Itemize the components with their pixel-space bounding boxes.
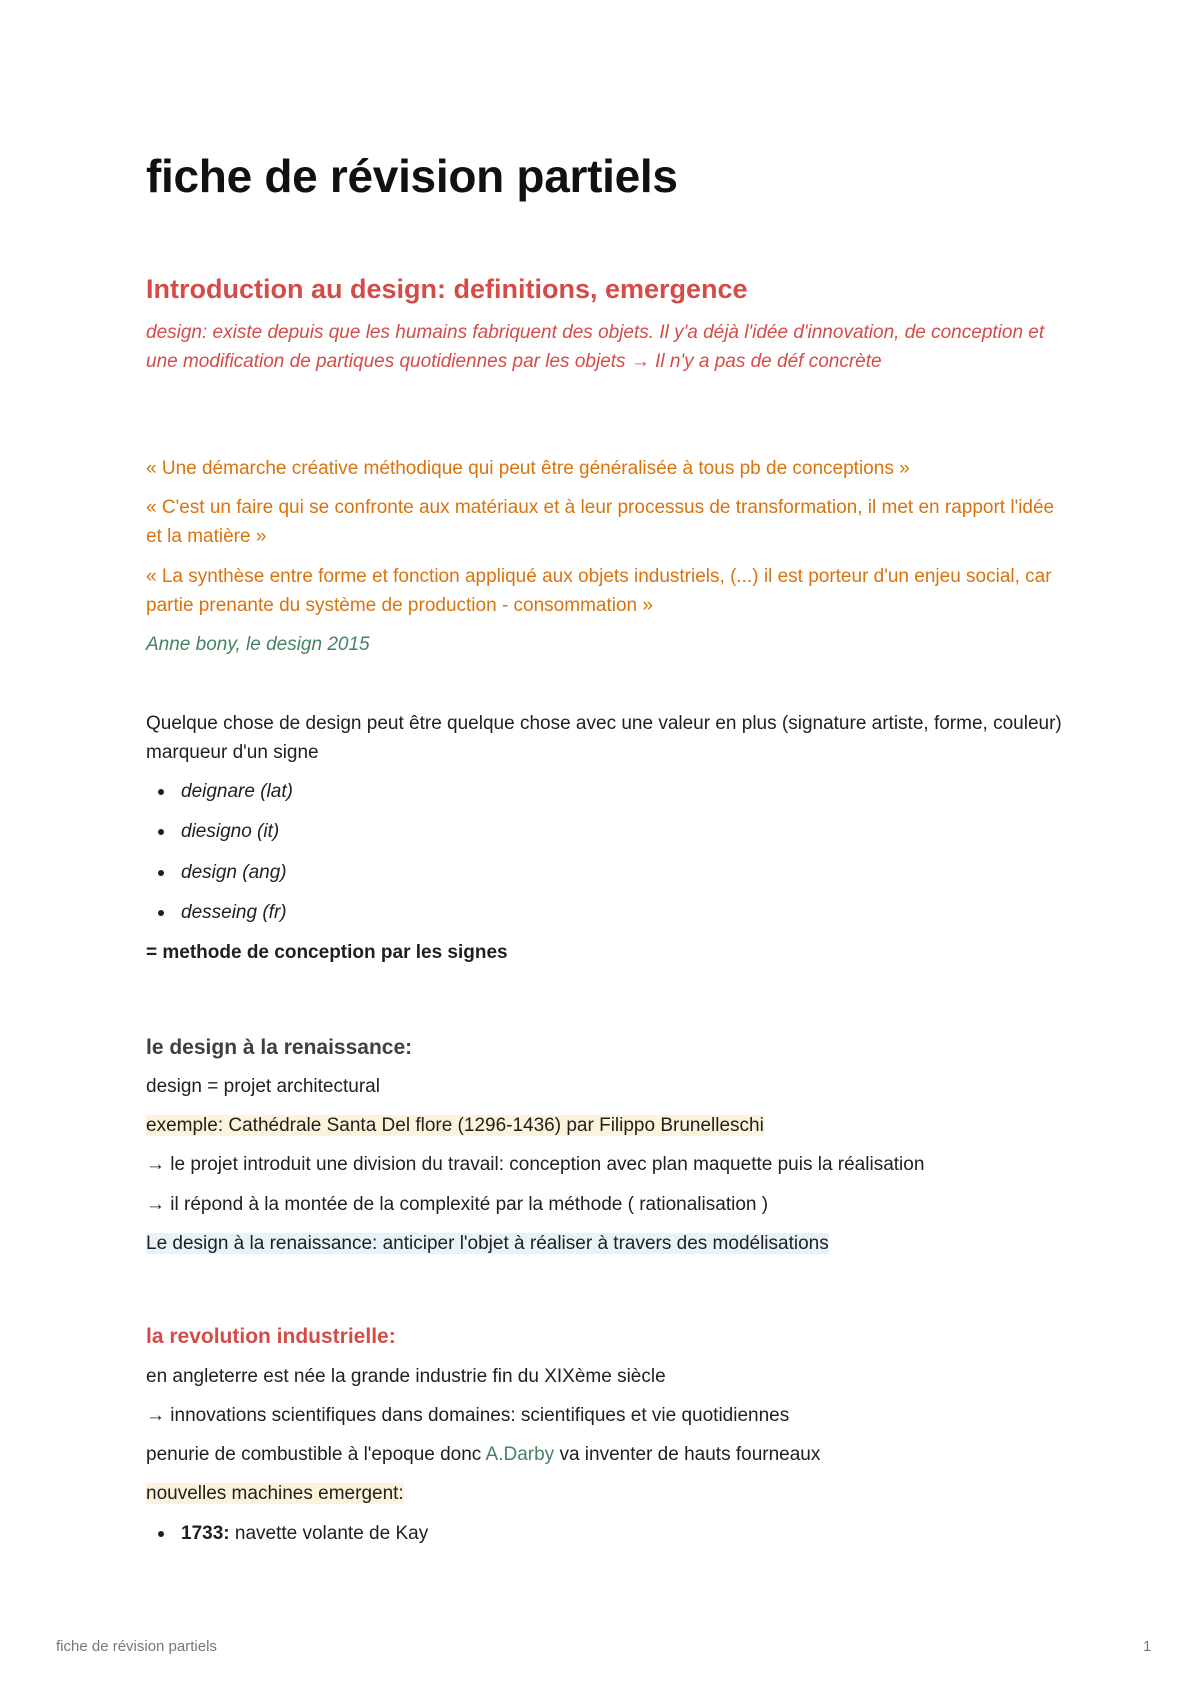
quote-2: « C'est un faire qui se confronte aux matériaux et à leur processus de transformation, il met en rapport l'idée et la matière » (146, 497, 1055, 547)
revolution-line-3 (146, 1440, 1066, 1469)
footer-title: fiche de révision partiels (56, 1638, 217, 1655)
revolution-machines-intro: nouvelles machines emergent: (146, 1483, 404, 1504)
renaissance-example: exemple: Cathédrale Santa Del flore (1296-1436) par Filippo Brunelleschi (146, 1115, 764, 1136)
bullet-dot (158, 870, 164, 876)
section-heading-intro: Introduction au design: definitions, emergence (146, 274, 748, 304)
renaissance-line-4: → il répond à la montée de la complexité par la méthode ( rationalisation ) (146, 1194, 769, 1215)
renaissance-summary: Le design à la renaissance: anticiper l'objet à réaliser à travers des modélisations (146, 1233, 829, 1254)
bullet-dot (158, 829, 164, 835)
intro-definition: design: existe depuis que les humains fabriquent des objets. Il y'a déjà l'idée d'innovation, de conception et une modification de partiques quotidiennes par les objets → Il n'y a pas de déf concrète (146, 322, 1045, 372)
revolution-line-1: en angleterre est née la grande industrie fin du XIXème siècle (146, 1366, 666, 1387)
list-item (146, 817, 279, 846)
page-title: fiche de révision partiels (146, 150, 678, 202)
intro-conclusion: = methode de conception par les signes (146, 942, 508, 963)
person-name: A.Darby (485, 1444, 555, 1465)
quote-1: « Une démarche créative méthodique qui peut être généralisée à tous pb de conceptions » (146, 458, 910, 479)
list-item (146, 777, 293, 806)
list-item (146, 858, 287, 887)
etymology-item: deignare (lat) (181, 781, 293, 802)
etymology-item: design (ang) (181, 862, 287, 883)
intro-paragraph: Quelque chose de design peut être quelque chose avec une valeur en plus (signature artiste, forme, couleur) marqueur d'un signe (146, 713, 1062, 763)
revolution-line-3-after: va inventer de hauts fourneaux (554, 1444, 821, 1465)
bullet-dot (158, 910, 164, 916)
renaissance-line-3: → le projet introduit une division du travail: conception avec plan maquette puis la réalisation (146, 1154, 925, 1175)
machine-year: 1733: (181, 1523, 230, 1544)
quote-source: Anne bony, le design 2015 (146, 634, 370, 655)
bullet-dot (158, 1531, 164, 1537)
list-item (146, 1519, 428, 1548)
renaissance-line-1: design = projet architectural (146, 1076, 380, 1097)
etymology-item: desseing (fr) (181, 902, 287, 923)
etymology-item: diesigno (it) (181, 821, 280, 842)
quote-3: « La synthèse entre forme et fonction appliqué aux objets industriels, (...) il est porteur d'un enjeu social, car partie prenante du système de production - consommation » (146, 566, 1052, 616)
revolution-line-2: → innovations scientifiques dans domaines: scientifiques et vie quotidiennes (146, 1405, 790, 1426)
machine-text: navette volante de Kay (229, 1523, 429, 1544)
bullet-dot (158, 789, 164, 795)
section-heading-renaissance: le design à la renaissance: (146, 1036, 413, 1059)
revolution-line-3-before: penurie de combustible à l'epoque donc (146, 1444, 486, 1465)
page-number: 1 (1143, 1638, 1152, 1655)
section-heading-revolution: la revolution industrielle: (146, 1325, 396, 1348)
list-item (146, 898, 287, 927)
